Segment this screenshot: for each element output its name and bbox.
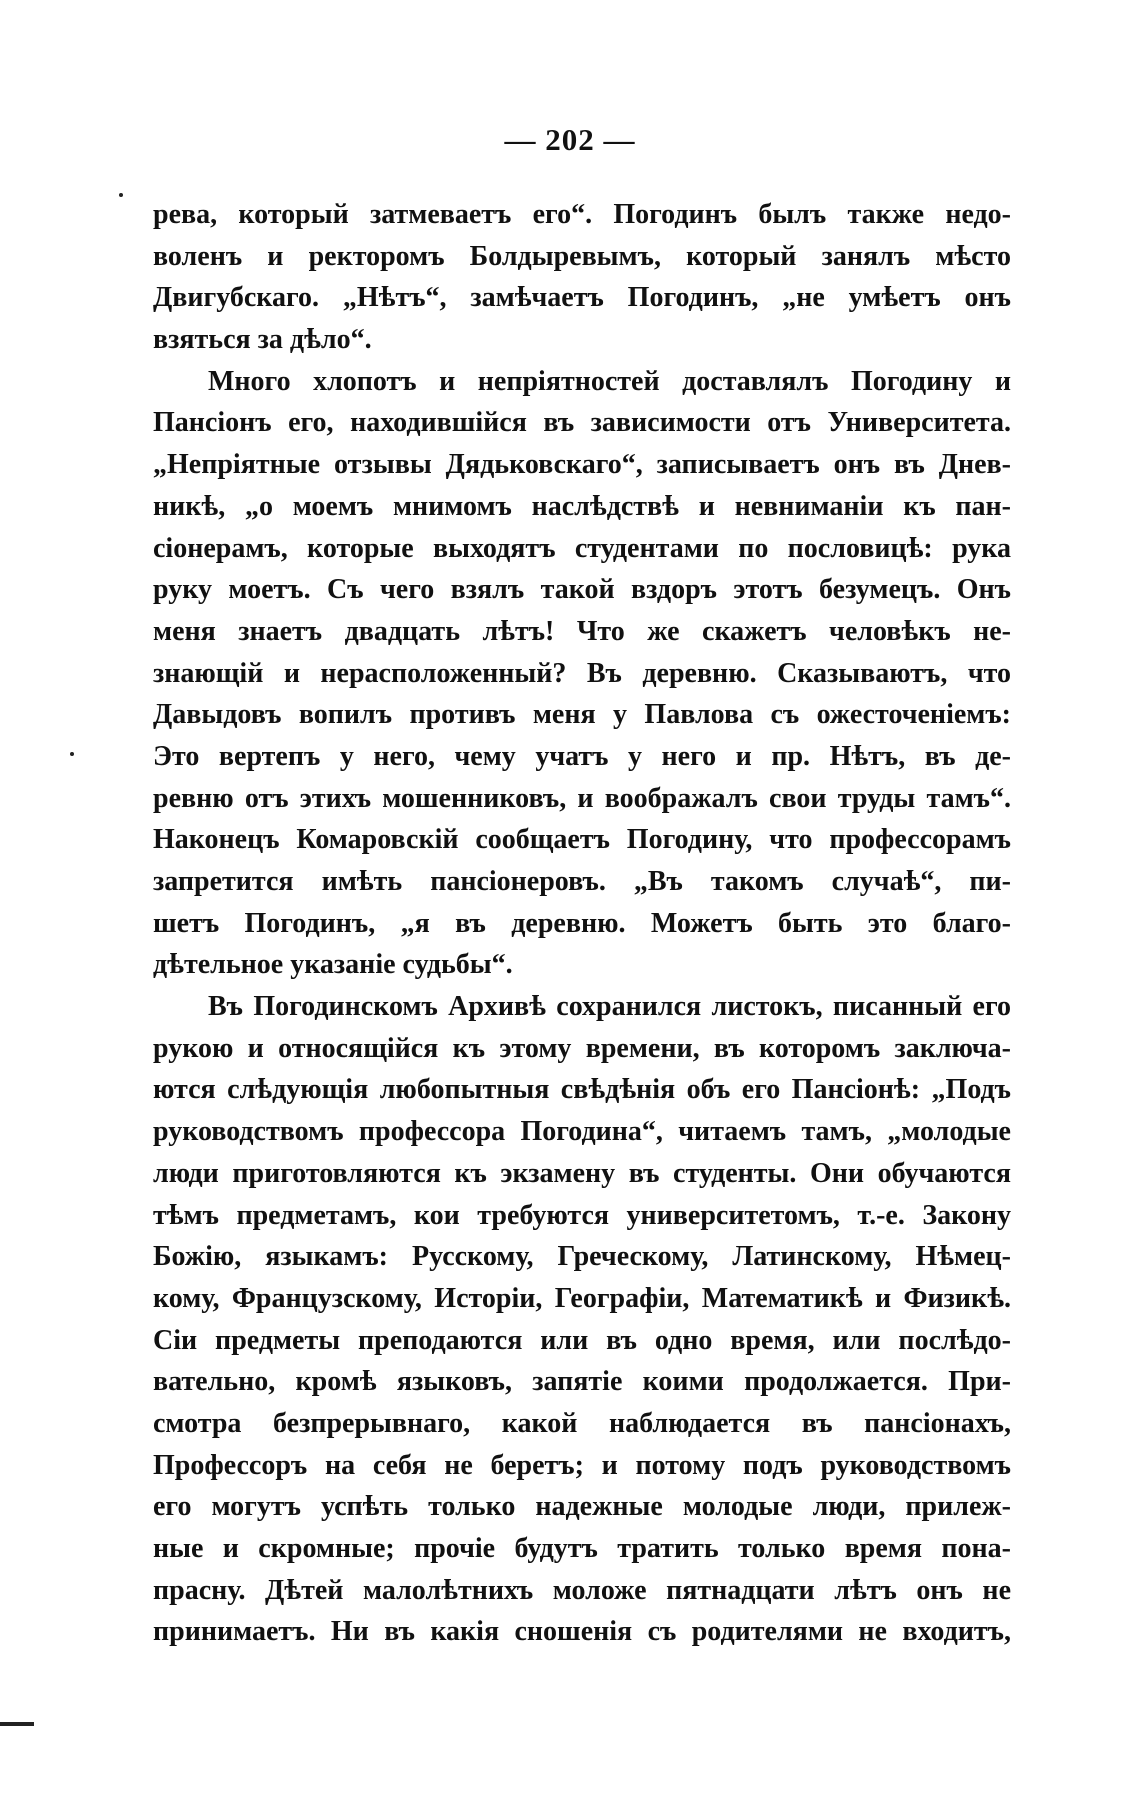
text-line: Пансіонъ его, находившійся въ зависимости отъ Университета.	[153, 407, 1011, 439]
text-line: воленъ и ректоромъ Болдыревымъ, который занялъ мѣсто	[153, 240, 1011, 272]
text-line: Сіи предметы преподаются или въ одно время, или послѣдо-	[153, 1324, 1011, 1356]
text-line: никѣ, „о моемъ мнимомъ наслѣдствѣ и невниманіи къ пан-	[153, 490, 1011, 522]
text-line: ются слѣдующія любопытныя свѣдѣнія объ его Пансіонѣ: „Подъ	[153, 1074, 1011, 1106]
text-line: меня знаетъ двадцать лѣтъ! Что же скажетъ человѣкъ не-	[153, 615, 1011, 647]
text-line: смотра безпрерывнаго, какой наблюдается въ пансіонахъ,	[153, 1407, 1011, 1439]
print-speck	[119, 193, 123, 197]
page-number: — 202 —	[504, 122, 636, 157]
text-line: Двигубскаго. „Нѣтъ“, замѣчаетъ Погодинъ, „не умѣетъ онъ	[153, 282, 1011, 314]
text-line: вательно, кромѣ языковъ, запятіе коими продолжается. При-	[153, 1366, 1011, 1398]
text-line: „Непріятные отзывы Дядьковскаго“, записываетъ онъ въ Днев-	[153, 449, 1011, 481]
text-line: руководствомъ профессора Погодина“, читаемъ тамъ, „молодые	[153, 1116, 1011, 1148]
text-line: Это вертепъ у него, чему учатъ у него и пр. Нѣтъ, въ де-	[153, 740, 1011, 772]
text-line: сіонерамъ, которые выходятъ студентами по пословицѣ: рука	[153, 532, 1011, 564]
text-line: рева, который затмеваетъ его“. Погодинъ былъ также недо-	[153, 199, 1011, 230]
paragraph-first-line: Много хлопотъ и непріятностей доставлялъ Погодину и	[208, 365, 1011, 397]
text-line: кому, Французскому, Исторіи, Географіи, Математикѣ и Физикѣ.	[153, 1282, 1011, 1314]
text-line: ревню отъ этихъ мошенниковъ, и воображалъ свои труды тамъ“.	[153, 782, 1011, 814]
text-line: шетъ Погодинъ, „я въ деревню. Можетъ быть это благо-	[153, 907, 1011, 939]
text-line: Профессоръ на себя не беретъ; и потому подъ руководствомъ	[153, 1449, 1011, 1481]
text-line: его могутъ успѣть только надежные молодые люди, прилеж-	[153, 1491, 1011, 1523]
text-line: рукою и относящійся къ этому времени, въ которомъ заключа-	[153, 1032, 1011, 1064]
body-text	[153, 194, 1011, 1653]
text-line: дѣтельное указаніе судьбы“.	[153, 949, 513, 981]
text-line: ные и скромные; прочіе будутъ тратить только время пона-	[153, 1533, 1011, 1564]
text-line: Давыдовъ вопилъ противъ меня у Павлова съ ожесточеніемъ:	[153, 699, 1011, 731]
text-line: запретится имѣть пансіонеровъ. „Въ такомъ случаѣ“, пи-	[153, 866, 1011, 897]
margin-dash-mark	[0, 1722, 34, 1726]
text-line: знающій и нерасположенный? Въ деревню. Сказываютъ, что	[153, 657, 1011, 689]
text-line: Наконецъ Комаровскій сообщаетъ Погодину, что профессорамъ	[153, 824, 1011, 856]
text-line: Божію, языкамъ: Русскому, Греческому, Латинскому, Нѣмец-	[153, 1241, 1011, 1273]
paragraph-first-line: Въ Погодинскомъ Архивѣ сохранился листокъ, писанный его	[208, 991, 1011, 1023]
text-line: руку моетъ. Съ чего взялъ такой вздоръ этотъ безумецъ. Онъ	[153, 574, 1011, 606]
text-line: взяться за дѣло“.	[153, 324, 372, 356]
text-line: тѣмъ предметамъ, кои требуются университетомъ, т.-е. Закону	[153, 1199, 1011, 1231]
print-speck	[70, 752, 74, 756]
text-line: принимаетъ. Ни въ какія сношенія съ родителями не входитъ,	[153, 1616, 1011, 1648]
text-line: прасну. Дѣтей малолѣтнихъ моложе пятнадцати лѣтъ онъ не	[153, 1574, 1011, 1606]
text-line: люди приготовляются къ экзамену въ студенты. Они обучаются	[153, 1157, 1011, 1189]
